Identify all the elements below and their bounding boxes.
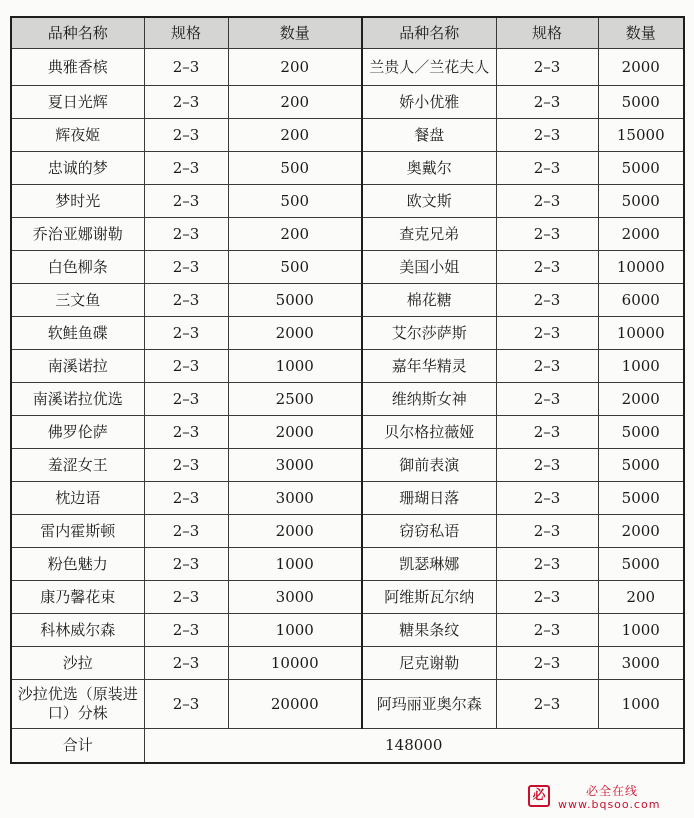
left-variety-name-cell: 科林威尔森 xyxy=(11,614,144,647)
left-spec-cell: 2–3 xyxy=(144,647,228,680)
left-quantity-cell: 2500 xyxy=(228,383,362,416)
left-quantity-cell: 500 xyxy=(228,152,362,185)
left-quantity-cell: 200 xyxy=(228,119,362,152)
right-variety-name-cell: 兰贵人／兰花夫人 xyxy=(362,49,496,86)
right-spec-cell: 2–3 xyxy=(496,614,598,647)
left-quantity-cell: 200 xyxy=(228,218,362,251)
left-quantity-cell: 20000 xyxy=(228,680,362,729)
watermark-url: www.bqsoo.com xyxy=(558,798,661,811)
table-row xyxy=(11,284,684,317)
table-row xyxy=(11,251,684,284)
right-variety-name-cell: 尼克谢勒 xyxy=(362,647,496,680)
left-quantity-cell: 3000 xyxy=(228,482,362,515)
left-variety-name-cell: 雷内霍斯顿 xyxy=(11,515,144,548)
right-quantity-cell: 1000 xyxy=(598,350,684,383)
right-variety-name-cell: 艾尔莎萨斯 xyxy=(362,317,496,350)
right-variety-name-cell: 嘉年华精灵 xyxy=(362,350,496,383)
left-variety-name-cell: 梦时光 xyxy=(11,185,144,218)
table-row xyxy=(11,317,684,350)
total-row xyxy=(11,729,684,764)
right-spec-cell: 2–3 xyxy=(496,86,598,119)
right-spec-cell: 2–3 xyxy=(496,119,598,152)
right-quantity-cell: 2000 xyxy=(598,383,684,416)
right-quantity-cell: 5000 xyxy=(598,86,684,119)
total-value: 148000 xyxy=(144,729,684,764)
left-spec-cell: 2–3 xyxy=(144,614,228,647)
header-spec: 规格 xyxy=(144,17,228,49)
right-spec-cell: 2–3 xyxy=(496,482,598,515)
table-row xyxy=(11,185,684,218)
left-spec-cell: 2–3 xyxy=(144,482,228,515)
right-variety-name-cell: 阿玛丽亚奥尔森 xyxy=(362,680,496,729)
table-row xyxy=(11,548,684,581)
left-variety-name-cell: 典雅香槟 xyxy=(11,49,144,86)
right-spec-cell: 2–3 xyxy=(496,515,598,548)
planting-table-container xyxy=(10,16,685,764)
right-quantity-cell: 5000 xyxy=(598,548,684,581)
right-variety-name-cell: 奥戴尔 xyxy=(362,152,496,185)
variety-quantity-table xyxy=(10,16,685,764)
left-quantity-cell: 3000 xyxy=(228,449,362,482)
watermark-logo-icon: 必 xyxy=(528,785,550,807)
right-variety-name-cell: 糖果条纹 xyxy=(362,614,496,647)
left-spec-cell: 2–3 xyxy=(144,515,228,548)
right-spec-cell: 2–3 xyxy=(496,548,598,581)
left-variety-name-cell: 南溪诺拉 xyxy=(11,350,144,383)
left-spec-cell: 2–3 xyxy=(144,350,228,383)
right-variety-name-cell: 珊瑚日落 xyxy=(362,482,496,515)
right-variety-name-cell: 棉花糖 xyxy=(362,284,496,317)
right-spec-cell: 2–3 xyxy=(496,185,598,218)
right-spec-cell: 2–3 xyxy=(496,350,598,383)
table-row xyxy=(11,614,684,647)
left-variety-name-cell: 南溪诺拉优选 xyxy=(11,383,144,416)
right-quantity-cell: 1000 xyxy=(598,680,684,729)
left-variety-name-cell: 软鲑鱼碟 xyxy=(11,317,144,350)
total-label: 合计 xyxy=(11,729,144,764)
table-row xyxy=(11,449,684,482)
left-variety-name-cell: 沙拉优选（原装进口）分株 xyxy=(11,680,144,729)
left-variety-name-cell: 夏日光辉 xyxy=(11,86,144,119)
right-spec-cell: 2–3 xyxy=(496,251,598,284)
header-quantity: 数量 xyxy=(598,17,684,49)
header-spec: 规格 xyxy=(496,17,598,49)
left-variety-name-cell: 辉夜姬 xyxy=(11,119,144,152)
right-quantity-cell: 10000 xyxy=(598,317,684,350)
right-variety-name-cell: 餐盘 xyxy=(362,119,496,152)
right-variety-name-cell: 美国小姐 xyxy=(362,251,496,284)
right-quantity-cell: 10000 xyxy=(598,251,684,284)
right-variety-name-cell: 娇小优雅 xyxy=(362,86,496,119)
right-spec-cell: 2–3 xyxy=(496,49,598,86)
table-row xyxy=(11,119,684,152)
table-row xyxy=(11,680,684,729)
left-quantity-cell: 1000 xyxy=(228,350,362,383)
table-row xyxy=(11,350,684,383)
left-variety-name-cell: 忠诚的梦 xyxy=(11,152,144,185)
table-row xyxy=(11,152,684,185)
right-spec-cell: 2–3 xyxy=(496,416,598,449)
right-variety-name-cell: 欧文斯 xyxy=(362,185,496,218)
left-quantity-cell: 500 xyxy=(228,251,362,284)
table-row xyxy=(11,647,684,680)
right-spec-cell: 2–3 xyxy=(496,152,598,185)
right-quantity-cell: 2000 xyxy=(598,515,684,548)
right-quantity-cell: 200 xyxy=(598,581,684,614)
right-variety-name-cell: 窃窃私语 xyxy=(362,515,496,548)
left-quantity-cell: 1000 xyxy=(228,614,362,647)
left-spec-cell: 2–3 xyxy=(144,152,228,185)
right-variety-name-cell: 御前表演 xyxy=(362,449,496,482)
right-variety-name-cell: 贝尔格拉薇娅 xyxy=(362,416,496,449)
left-spec-cell: 2–3 xyxy=(144,49,228,86)
right-quantity-cell: 5000 xyxy=(598,152,684,185)
left-spec-cell: 2–3 xyxy=(144,86,228,119)
right-spec-cell: 2–3 xyxy=(496,581,598,614)
left-variety-name-cell: 康乃馨花束 xyxy=(11,581,144,614)
left-spec-cell: 2–3 xyxy=(144,185,228,218)
left-spec-cell: 2–3 xyxy=(144,284,228,317)
left-spec-cell: 2–3 xyxy=(144,449,228,482)
right-quantity-cell: 15000 xyxy=(598,119,684,152)
left-quantity-cell: 5000 xyxy=(228,284,362,317)
right-spec-cell: 2–3 xyxy=(496,647,598,680)
left-variety-name-cell: 羞涩女王 xyxy=(11,449,144,482)
right-quantity-cell: 5000 xyxy=(598,449,684,482)
table-row xyxy=(11,416,684,449)
table-row xyxy=(11,86,684,119)
header-variety-name: 品种名称 xyxy=(11,17,144,49)
header-variety-name: 品种名称 xyxy=(362,17,496,49)
left-spec-cell: 2–3 xyxy=(144,416,228,449)
left-variety-name-cell: 三文鱼 xyxy=(11,284,144,317)
right-quantity-cell: 5000 xyxy=(598,416,684,449)
right-quantity-cell: 5000 xyxy=(598,482,684,515)
right-quantity-cell: 2000 xyxy=(598,218,684,251)
table-row xyxy=(11,515,684,548)
right-spec-cell: 2–3 xyxy=(496,284,598,317)
table-row xyxy=(11,482,684,515)
left-quantity-cell: 1000 xyxy=(228,548,362,581)
watermark-title: 必全在线 xyxy=(586,784,639,798)
left-quantity-cell: 2000 xyxy=(228,317,362,350)
site-watermark xyxy=(528,783,678,813)
left-quantity-cell: 2000 xyxy=(228,515,362,548)
right-spec-cell: 2–3 xyxy=(496,680,598,729)
left-variety-name-cell: 乔治亚娜谢勒 xyxy=(11,218,144,251)
left-spec-cell: 2–3 xyxy=(144,317,228,350)
right-spec-cell: 2–3 xyxy=(496,383,598,416)
header-quantity: 数量 xyxy=(228,17,362,49)
left-variety-name-cell: 枕边语 xyxy=(11,482,144,515)
table-row xyxy=(11,218,684,251)
right-quantity-cell: 2000 xyxy=(598,49,684,86)
left-quantity-cell: 500 xyxy=(228,185,362,218)
right-spec-cell: 2–3 xyxy=(496,317,598,350)
left-spec-cell: 2–3 xyxy=(144,251,228,284)
left-spec-cell: 2–3 xyxy=(144,218,228,251)
left-spec-cell: 2–3 xyxy=(144,581,228,614)
right-quantity-cell: 3000 xyxy=(598,647,684,680)
left-spec-cell: 2–3 xyxy=(144,548,228,581)
header-row xyxy=(11,17,684,49)
left-variety-name-cell: 沙拉 xyxy=(11,647,144,680)
left-spec-cell: 2–3 xyxy=(144,119,228,152)
left-spec-cell: 2–3 xyxy=(144,680,228,729)
left-quantity-cell: 200 xyxy=(228,49,362,86)
right-variety-name-cell: 查克兄弟 xyxy=(362,218,496,251)
left-quantity-cell: 200 xyxy=(228,86,362,119)
left-quantity-cell: 2000 xyxy=(228,416,362,449)
right-quantity-cell: 5000 xyxy=(598,185,684,218)
right-spec-cell: 2–3 xyxy=(496,218,598,251)
left-variety-name-cell: 白色柳条 xyxy=(11,251,144,284)
table-row xyxy=(11,383,684,416)
right-quantity-cell: 6000 xyxy=(598,284,684,317)
right-variety-name-cell: 维纳斯女神 xyxy=(362,383,496,416)
left-quantity-cell: 10000 xyxy=(228,647,362,680)
right-quantity-cell: 1000 xyxy=(598,614,684,647)
table-row xyxy=(11,49,684,86)
left-variety-name-cell: 粉色魅力 xyxy=(11,548,144,581)
right-variety-name-cell: 阿维斯瓦尔纳 xyxy=(362,581,496,614)
right-variety-name-cell: 凯瑟琳娜 xyxy=(362,548,496,581)
left-spec-cell: 2–3 xyxy=(144,383,228,416)
left-quantity-cell: 3000 xyxy=(228,581,362,614)
table-row xyxy=(11,581,684,614)
left-variety-name-cell: 佛罗伦萨 xyxy=(11,416,144,449)
right-spec-cell: 2–3 xyxy=(496,449,598,482)
